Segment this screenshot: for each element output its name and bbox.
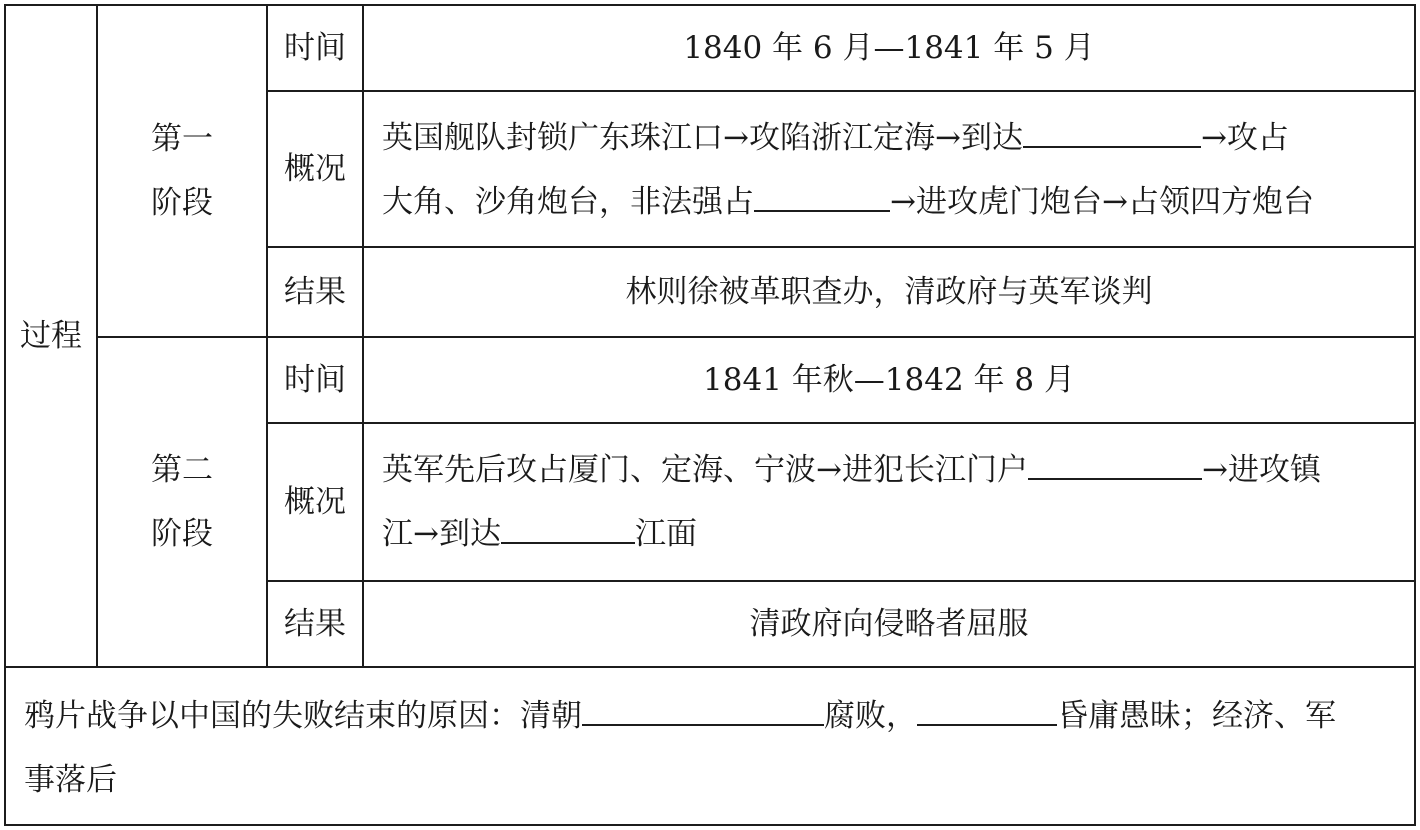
answer-blank[interactable] [582, 700, 824, 726]
overview-text: 江→到达 [382, 516, 501, 552]
stage-2-label-line2: 阶段 [151, 516, 213, 552]
stage-1-result-value: 林则徐被革职查办，清政府与英军谈判 [625, 273, 1153, 310]
overview-text: 英军先后攻占厦门、定海、宁波→进犯长江门户 [382, 452, 1028, 488]
stage-1-overview-label: 概况 [284, 150, 346, 187]
summary-line1 [24, 684, 1336, 748]
stage-2-overview-line2 [382, 502, 697, 566]
stage-2-time-value: 1841 年秋—1842 年 8 月 [703, 361, 1075, 398]
stage-1-label-line2: 阶段 [151, 185, 213, 221]
stage-2-result-value: 清政府向侵略者屈服 [749, 605, 1029, 642]
answer-blank[interactable] [1023, 122, 1201, 148]
stage-1-label [98, 6, 266, 336]
overview-text: 江面 [634, 516, 697, 552]
answer-blank[interactable] [754, 186, 890, 212]
answer-blank[interactable] [917, 700, 1057, 726]
overview-text: →攻占 [1200, 120, 1289, 156]
summary-text: 昏庸愚昧；经济、军 [1057, 698, 1336, 734]
overview-text: →进攻虎门炮台→占领四方炮台 [890, 184, 1314, 220]
stage-2-result-label: 结果 [284, 605, 346, 642]
answer-blank[interactable] [501, 518, 635, 544]
stage-1-time-value: 1840 年 6 月—1841 年 5 月 [683, 29, 1095, 66]
stage-1-result-label: 结果 [284, 273, 346, 310]
stage-1-time-label: 时间 [284, 29, 346, 66]
answer-blank[interactable] [1028, 454, 1202, 480]
grid-line [266, 90, 1416, 92]
table-border-right [1414, 4, 1416, 826]
stage-1-label-line1: 第一 [151, 121, 213, 157]
table-border-bottom [4, 824, 1416, 826]
stage-1-overview-line1 [382, 106, 1289, 170]
grid-line [4, 666, 1416, 668]
stage-1-overview-line2 [382, 170, 1314, 234]
summary-text: 腐败， [824, 698, 917, 734]
summary-line2: 事落后 [24, 762, 117, 798]
grid-line [266, 422, 1416, 424]
stage-2-overview-label: 概况 [284, 483, 346, 520]
stage-2-time-label: 时间 [284, 361, 346, 398]
overview-text: →进攻镇 [1201, 452, 1321, 488]
summary-text: 鸦片战争以中国的失败结束的原因：清朝 [24, 698, 582, 734]
overview-text: 大角、沙角炮台，非法强占 [382, 184, 754, 220]
process-group-label: 过程 [20, 317, 82, 354]
overview-text: 英国舰队封锁广东珠江口→攻陷浙江定海→到达 [382, 120, 1023, 156]
stage-2-label [98, 338, 266, 666]
stage-2-label-line1: 第二 [151, 452, 213, 488]
stage-2-overview-line1 [382, 438, 1321, 502]
